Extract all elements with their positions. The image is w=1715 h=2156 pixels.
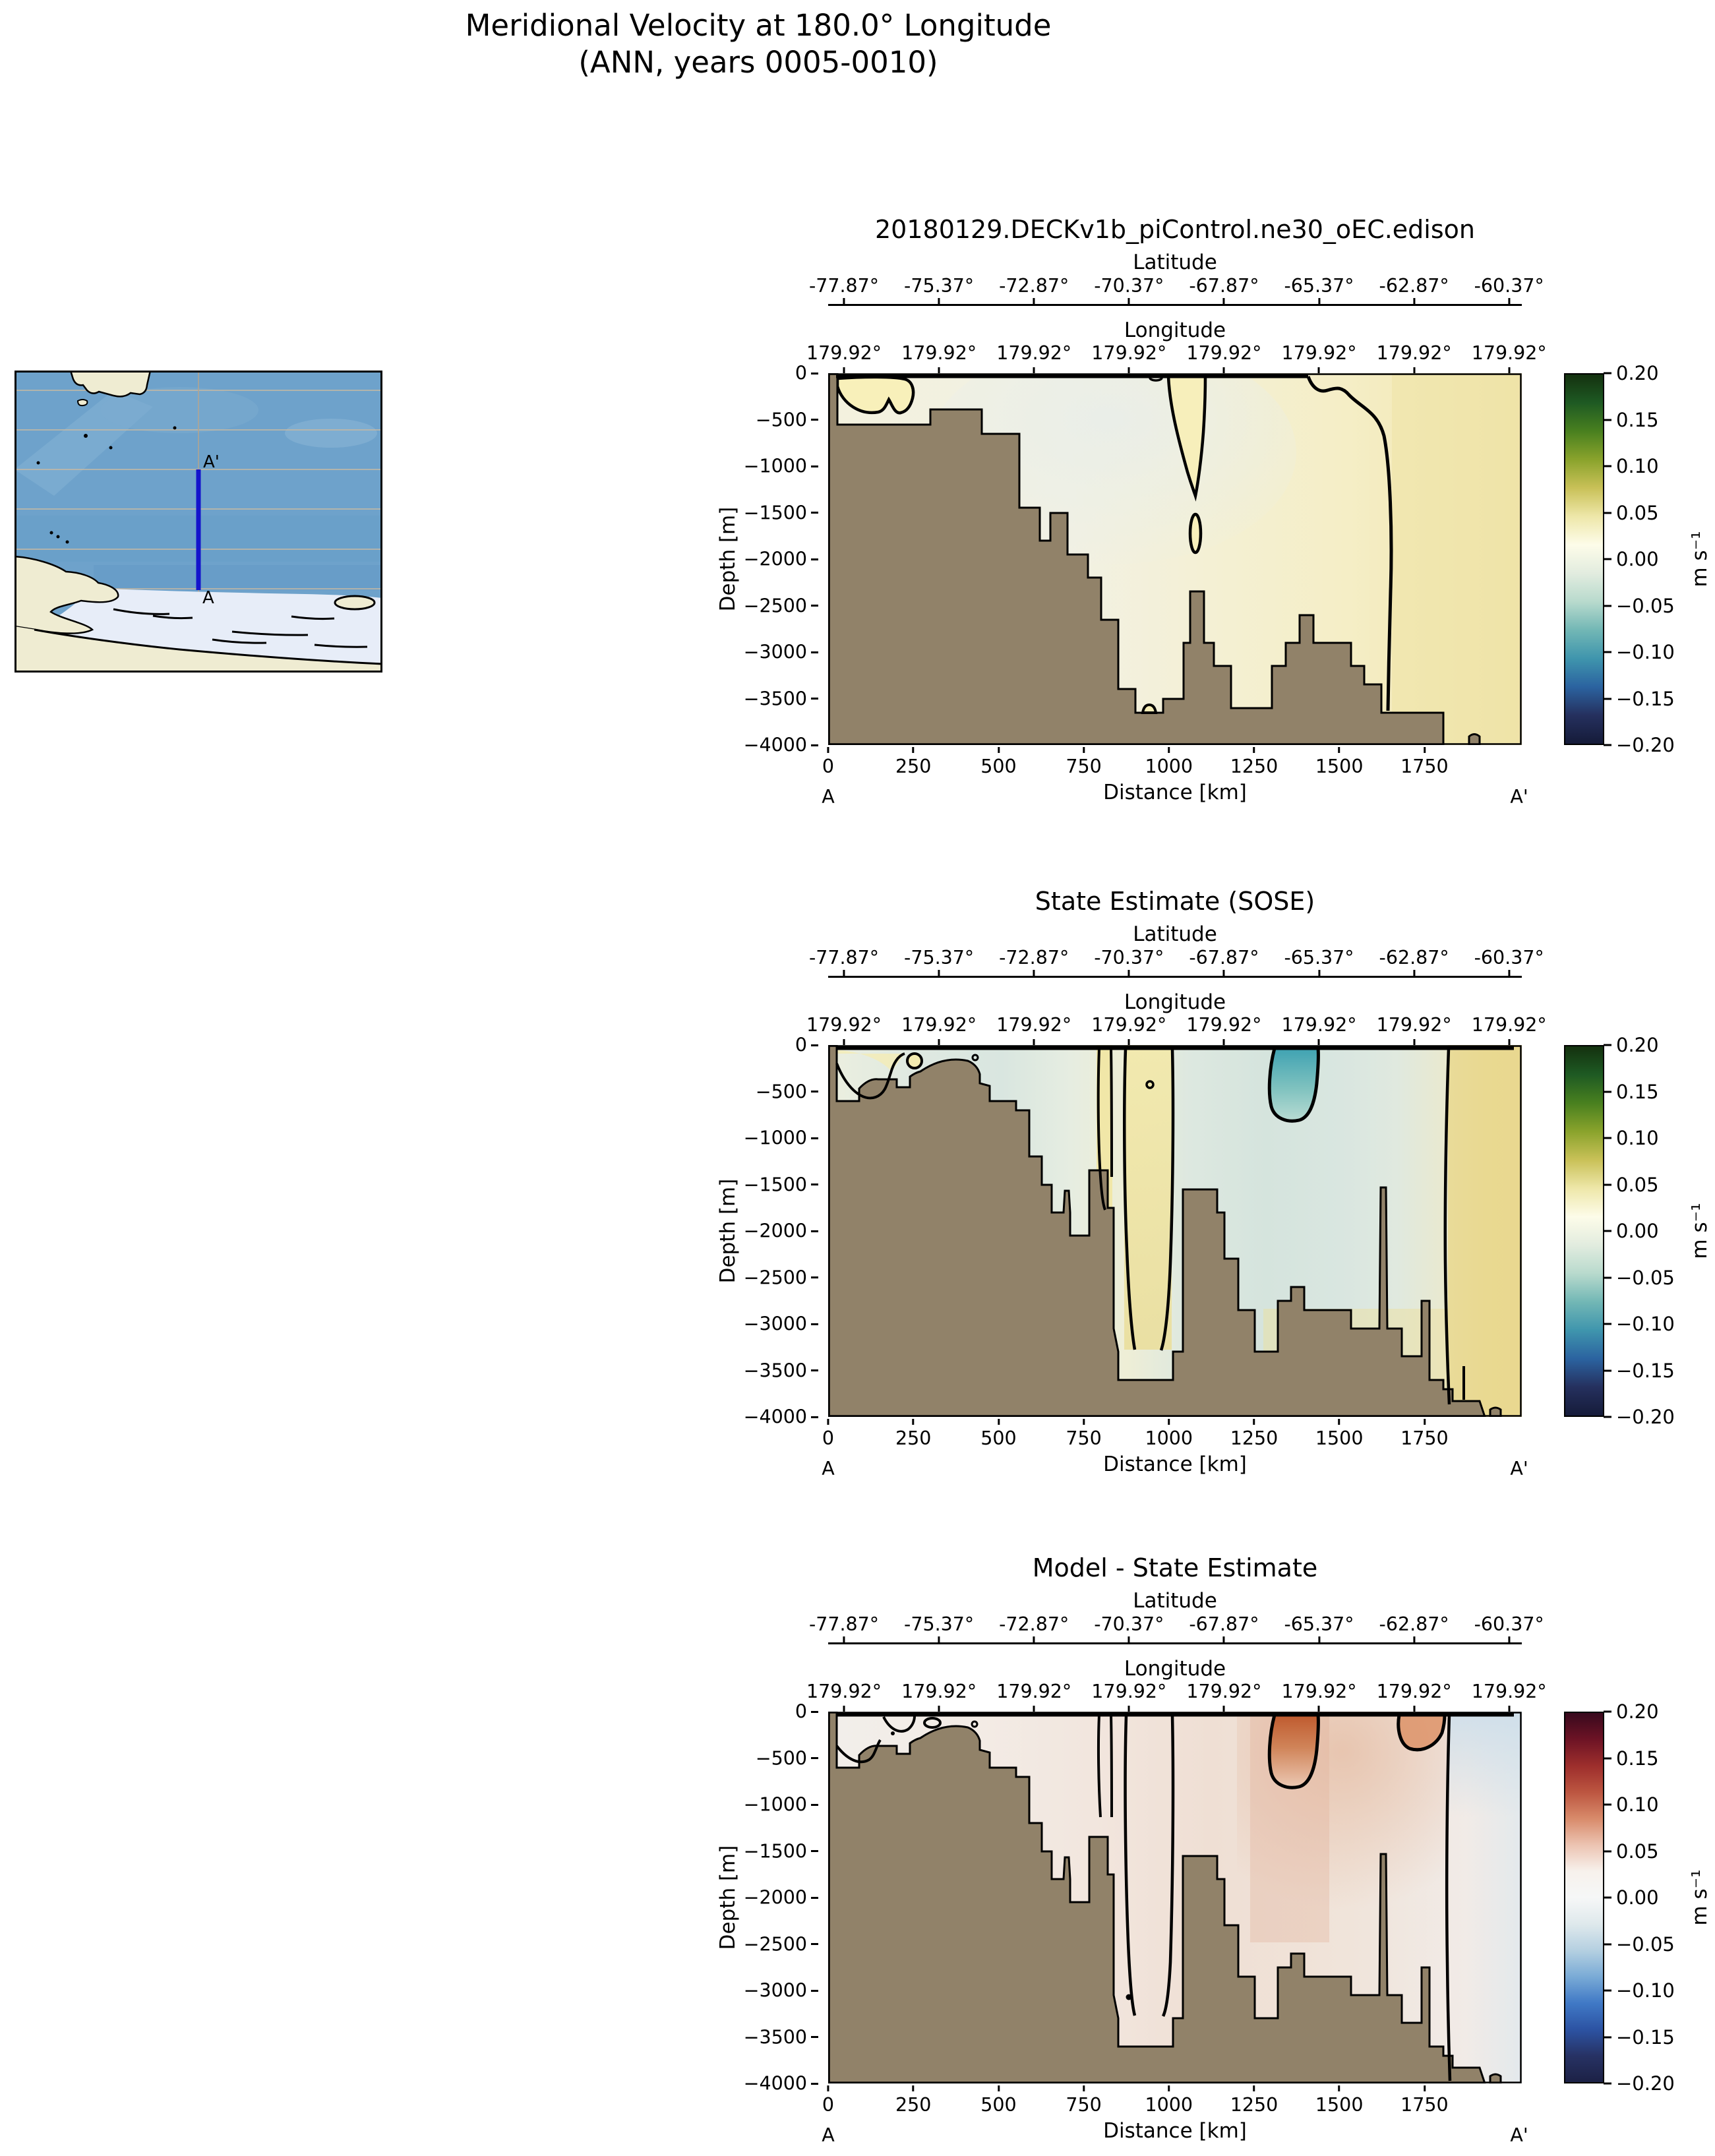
- distance-tick-label: 1750: [1400, 756, 1449, 777]
- distance-tick-label: 0: [822, 1427, 835, 1449]
- depth-tick-label: −2000: [743, 548, 807, 570]
- transect-start-label: A: [822, 786, 835, 808]
- latitude-tick-label: -77.87°: [808, 275, 880, 297]
- colorbar-tick-label: −0.20: [1616, 2072, 1675, 2095]
- distance-tick-label: 1250: [1230, 1427, 1279, 1449]
- panel-difference: [0, 1549, 1715, 2156]
- depth-tick-label: −3000: [743, 1979, 807, 2002]
- depth-tick-label: −3000: [743, 1313, 807, 1335]
- depth-tick-label: −500: [755, 1747, 807, 1769]
- latitude-tick-label: -72.87°: [999, 1613, 1069, 1635]
- transect-end-label: A': [1510, 786, 1528, 808]
- longitude-tick-label: 179.92°: [1281, 342, 1357, 364]
- colorbar-tick-label: 0.15: [1616, 1747, 1659, 1770]
- distance-tick-row: [822, 1427, 1522, 1450]
- depth-tick-label: −1000: [743, 1793, 807, 1816]
- depth-tick-label: 0: [795, 362, 807, 384]
- map-label-a-prime: A': [203, 452, 220, 472]
- colorbar-delta: [1564, 373, 1604, 745]
- distance-tick-label: 1000: [1145, 2094, 1193, 2116]
- latitude-tick-label: -67.87°: [1189, 275, 1259, 297]
- colorbar-tick-label: 0.20: [1616, 1034, 1659, 1056]
- colorbar-delta: [1564, 1045, 1604, 1417]
- longitude-tick-label: 179.92°: [1186, 1014, 1262, 1036]
- distance-tick-label: 1500: [1315, 756, 1364, 777]
- difference-section-plot: [828, 1712, 1522, 2083]
- depth-tick-label: −4000: [743, 734, 807, 756]
- colorbar-tick-label: 0.10: [1616, 455, 1659, 477]
- distance-tick-label: 250: [895, 756, 932, 777]
- latitude-tick-label: -65.37°: [1284, 275, 1354, 297]
- colorbar-tick-label: 0.05: [1616, 1840, 1659, 1863]
- latitude-tick-label: -77.87°: [808, 947, 880, 969]
- latitude-tick-label: -65.37°: [1284, 947, 1354, 969]
- distance-axis-label: Distance [km]: [1103, 1452, 1247, 1476]
- transect-start-label: A: [822, 2124, 835, 2146]
- latitude-tick-label: -70.37°: [1094, 1613, 1164, 1635]
- distance-tick-label: 0: [822, 756, 835, 777]
- distance-tick-label: 250: [895, 2094, 932, 2116]
- distance-tick-label: 500: [980, 1427, 1017, 1449]
- latitude-tick-label: -70.37°: [1094, 275, 1164, 297]
- latitude-tick-row: [808, 275, 1544, 297]
- latitude-tick-label: -65.37°: [1284, 1613, 1354, 1635]
- colorbar-tick-label: −0.05: [1616, 1932, 1675, 1956]
- depth-tick-label: −1500: [743, 1840, 807, 1862]
- longitude-axis-label: Longitude: [1124, 1657, 1226, 1681]
- longitude-tick-label: 179.92°: [1186, 1681, 1262, 1702]
- latitude-tick-label: -67.87°: [1189, 947, 1259, 969]
- distance-tick-row: [822, 756, 1522, 778]
- colorbar-unit-label: m s⁻¹: [1688, 531, 1712, 587]
- panel-title: State Estimate (SOSE): [1035, 887, 1315, 916]
- depth-tick-label: −1500: [743, 502, 807, 524]
- panel-title: Model - State Estimate: [1032, 1553, 1318, 1582]
- distance-tick-label: 1000: [1145, 1427, 1193, 1449]
- panel-model: [0, 211, 1715, 818]
- longitude-tick-label: 179.92°: [1471, 1681, 1547, 1702]
- longitude-axis-label: Longitude: [1124, 990, 1226, 1014]
- latitude-tick-row: [808, 947, 1544, 969]
- transect-start-label: A: [822, 1458, 835, 1480]
- depth-tick-label: −3000: [743, 641, 807, 663]
- colorbar-balance: [1564, 1712, 1604, 2083]
- sose-section-plot: [828, 1045, 1522, 1417]
- latitude-tick-label: -75.37°: [904, 1613, 975, 1635]
- latitude-tick-label: -77.87°: [808, 1613, 880, 1635]
- longitude-tick-label: 179.92°: [901, 1681, 977, 1702]
- distance-tick-label: 1500: [1315, 2094, 1364, 2116]
- depth-axis-label: Depth [m]: [716, 1845, 740, 1950]
- depth-tick-label: −2500: [743, 1933, 807, 1955]
- longitude-tick-label: 179.92°: [1281, 1014, 1357, 1036]
- latitude-axis-label: Latitude: [1133, 922, 1217, 946]
- longitude-tick-label: 179.92°: [996, 342, 1072, 364]
- colorbar-tick-label: 0.20: [1616, 1700, 1659, 1723]
- longitude-tick-label: 179.92°: [806, 1681, 882, 1702]
- transect-end-label: A': [1510, 2124, 1528, 2146]
- distance-tick-label: 1250: [1230, 2094, 1279, 2116]
- distance-tick-label: 1000: [1145, 756, 1193, 777]
- panel-sose: [0, 883, 1715, 1489]
- transect-end-label: A': [1510, 1458, 1528, 1480]
- depth-tick-label: 0: [795, 1700, 807, 1723]
- colorbar-tick-label: −0.10: [1616, 1313, 1675, 1335]
- latitude-tick-row: [808, 1613, 1544, 1636]
- distance-tick-label: 1500: [1315, 1427, 1364, 1449]
- longitude-tick-label: 179.92°: [996, 1014, 1072, 1036]
- colorbar-unit-label: m s⁻¹: [1688, 1869, 1712, 1926]
- map-label-a: A: [202, 588, 214, 608]
- longitude-tick-label: 179.92°: [806, 342, 882, 364]
- longitude-tick-label: 179.92°: [806, 1014, 882, 1036]
- depth-tick-label: −2500: [743, 595, 807, 616]
- longitude-tick-row: [806, 1681, 1547, 1703]
- distance-tick-label: 750: [1066, 756, 1102, 777]
- colorbar-tick-label: −0.05: [1616, 1266, 1675, 1289]
- longitude-tick-label: 179.92°: [1376, 1681, 1452, 1702]
- latitude-tick-label: -62.87°: [1379, 1613, 1449, 1635]
- distance-axis-label: Distance [km]: [1103, 2119, 1247, 2143]
- distance-tick-label: 1750: [1400, 2094, 1449, 2116]
- distance-tick-label: 500: [980, 2094, 1017, 2116]
- colorbar-tick-label: −0.15: [1616, 1359, 1675, 1382]
- latitude-tick-label: -72.87°: [999, 275, 1069, 297]
- distance-tick-label: 0: [822, 2094, 835, 2116]
- depth-tick-label: −1000: [743, 455, 807, 477]
- latitude-axis-label: Latitude: [1133, 251, 1217, 274]
- panel-title: 20180129.DECKv1b_piControl.ne30_oEC.edison: [875, 215, 1475, 244]
- distance-axis-label: Distance [km]: [1103, 781, 1247, 804]
- depth-tick-label: −1000: [743, 1127, 807, 1149]
- colorbar-tick-label: −0.15: [1616, 687, 1675, 710]
- colorbar-tick-label: 0.05: [1616, 501, 1659, 524]
- longitude-axis-label: Longitude: [1124, 318, 1226, 342]
- depth-tick-label: −500: [755, 1081, 807, 1102]
- top-axis-line: [828, 976, 1522, 978]
- colorbar-tick-label: 0.00: [1616, 1886, 1659, 1909]
- depth-tick-label: −4000: [743, 2072, 807, 2095]
- depth-tick-column: [725, 1700, 818, 2095]
- longitude-tick-label: 179.92°: [1091, 1681, 1167, 1702]
- longitude-tick-label: 179.92°: [1186, 342, 1262, 364]
- distance-tick-label: 1750: [1400, 1427, 1449, 1449]
- top-axis-line: [828, 1642, 1522, 1644]
- latitude-tick-label: -70.37°: [1094, 947, 1164, 969]
- longitude-tick-label: 179.92°: [901, 1014, 977, 1036]
- latitude-tick-label: -72.87°: [999, 947, 1069, 969]
- figure-title-line2: (ANN, years 0005-0010): [578, 45, 938, 80]
- latitude-tick-label: -67.87°: [1189, 1613, 1259, 1635]
- colorbar-tick-label: 0.10: [1616, 1793, 1659, 1816]
- longitude-tick-label: 179.92°: [1471, 342, 1547, 364]
- depth-axis-label: Depth [m]: [716, 506, 740, 612]
- depth-tick-label: −1500: [743, 1174, 807, 1195]
- longitude-tick-label: 179.92°: [1376, 1014, 1452, 1036]
- latitude-tick-label: -60.37°: [1474, 947, 1544, 969]
- longitude-tick-label: 179.92°: [1471, 1014, 1547, 1036]
- colorbar-tick-label: 0.15: [1616, 408, 1659, 431]
- depth-tick-label: −3500: [743, 1360, 807, 1381]
- model-section-plot: [828, 373, 1522, 745]
- longitude-tick-label: 179.92°: [1281, 1681, 1357, 1702]
- latitude-axis-label: Latitude: [1133, 1589, 1217, 1613]
- latitude-tick-label: -62.87°: [1379, 275, 1449, 297]
- figure-title-line1: Meridional Velocity at 180.0° Longitude: [465, 8, 1052, 43]
- longitude-tick-label: 179.92°: [1091, 1014, 1167, 1036]
- latitude-tick-label: -60.37°: [1474, 275, 1544, 297]
- latitude-tick-label: -62.87°: [1379, 947, 1449, 969]
- depth-tick-label: −500: [755, 409, 807, 431]
- depth-tick-label: 0: [795, 1034, 807, 1056]
- colorbar-tick-label: −0.15: [1616, 2025, 1675, 2049]
- top-axis-line: [828, 304, 1522, 306]
- colorbar-unit-label: m s⁻¹: [1688, 1203, 1712, 1259]
- latitude-tick-label: -75.37°: [904, 947, 975, 969]
- colorbar-tick-label: −0.10: [1616, 1979, 1675, 2002]
- distance-tick-row: [822, 2094, 1522, 2116]
- colorbar-tick-label: 0.05: [1616, 1173, 1659, 1196]
- colorbar-tick-label: 0.00: [1616, 548, 1659, 570]
- longitude-tick-row: [806, 1014, 1547, 1036]
- longitude-tick-row: [806, 342, 1547, 365]
- longitude-tick-label: 179.92°: [1091, 342, 1167, 364]
- depth-axis-label: Depth [m]: [716, 1178, 740, 1284]
- depth-tick-label: −3500: [743, 2026, 807, 2048]
- colorbar-tick-label: −0.20: [1616, 1406, 1675, 1428]
- distance-tick-label: 250: [895, 1427, 932, 1449]
- longitude-tick-label: 179.92°: [1376, 342, 1452, 364]
- depth-tick-label: −4000: [743, 1406, 807, 1428]
- latitude-tick-label: -60.37°: [1474, 1613, 1544, 1635]
- colorbar-tick-label: −0.20: [1616, 734, 1675, 756]
- colorbar-tick-label: 0.20: [1616, 362, 1659, 384]
- longitude-tick-label: 179.92°: [996, 1681, 1072, 1702]
- colorbar-tick-label: −0.05: [1616, 594, 1675, 617]
- depth-tick-column: [725, 1034, 818, 1428]
- longitude-tick-label: 179.92°: [901, 342, 977, 364]
- distance-tick-label: 750: [1066, 2094, 1102, 2116]
- colorbar-tick-label: −0.10: [1616, 641, 1675, 663]
- depth-tick-label: −2500: [743, 1267, 807, 1288]
- depth-tick-column: [725, 362, 818, 756]
- depth-tick-label: −3500: [743, 688, 807, 709]
- distance-tick-label: 750: [1066, 1427, 1102, 1449]
- colorbar-tick-label: 0.00: [1616, 1220, 1659, 1242]
- depth-tick-label: −2000: [743, 1886, 807, 1909]
- depth-tick-label: −2000: [743, 1220, 807, 1242]
- colorbar-tick-label: 0.15: [1616, 1080, 1659, 1103]
- distance-tick-label: 1250: [1230, 756, 1279, 777]
- distance-tick-label: 500: [980, 756, 1017, 777]
- latitude-tick-label: -75.37°: [904, 275, 975, 297]
- colorbar-tick-label: 0.10: [1616, 1127, 1659, 1149]
